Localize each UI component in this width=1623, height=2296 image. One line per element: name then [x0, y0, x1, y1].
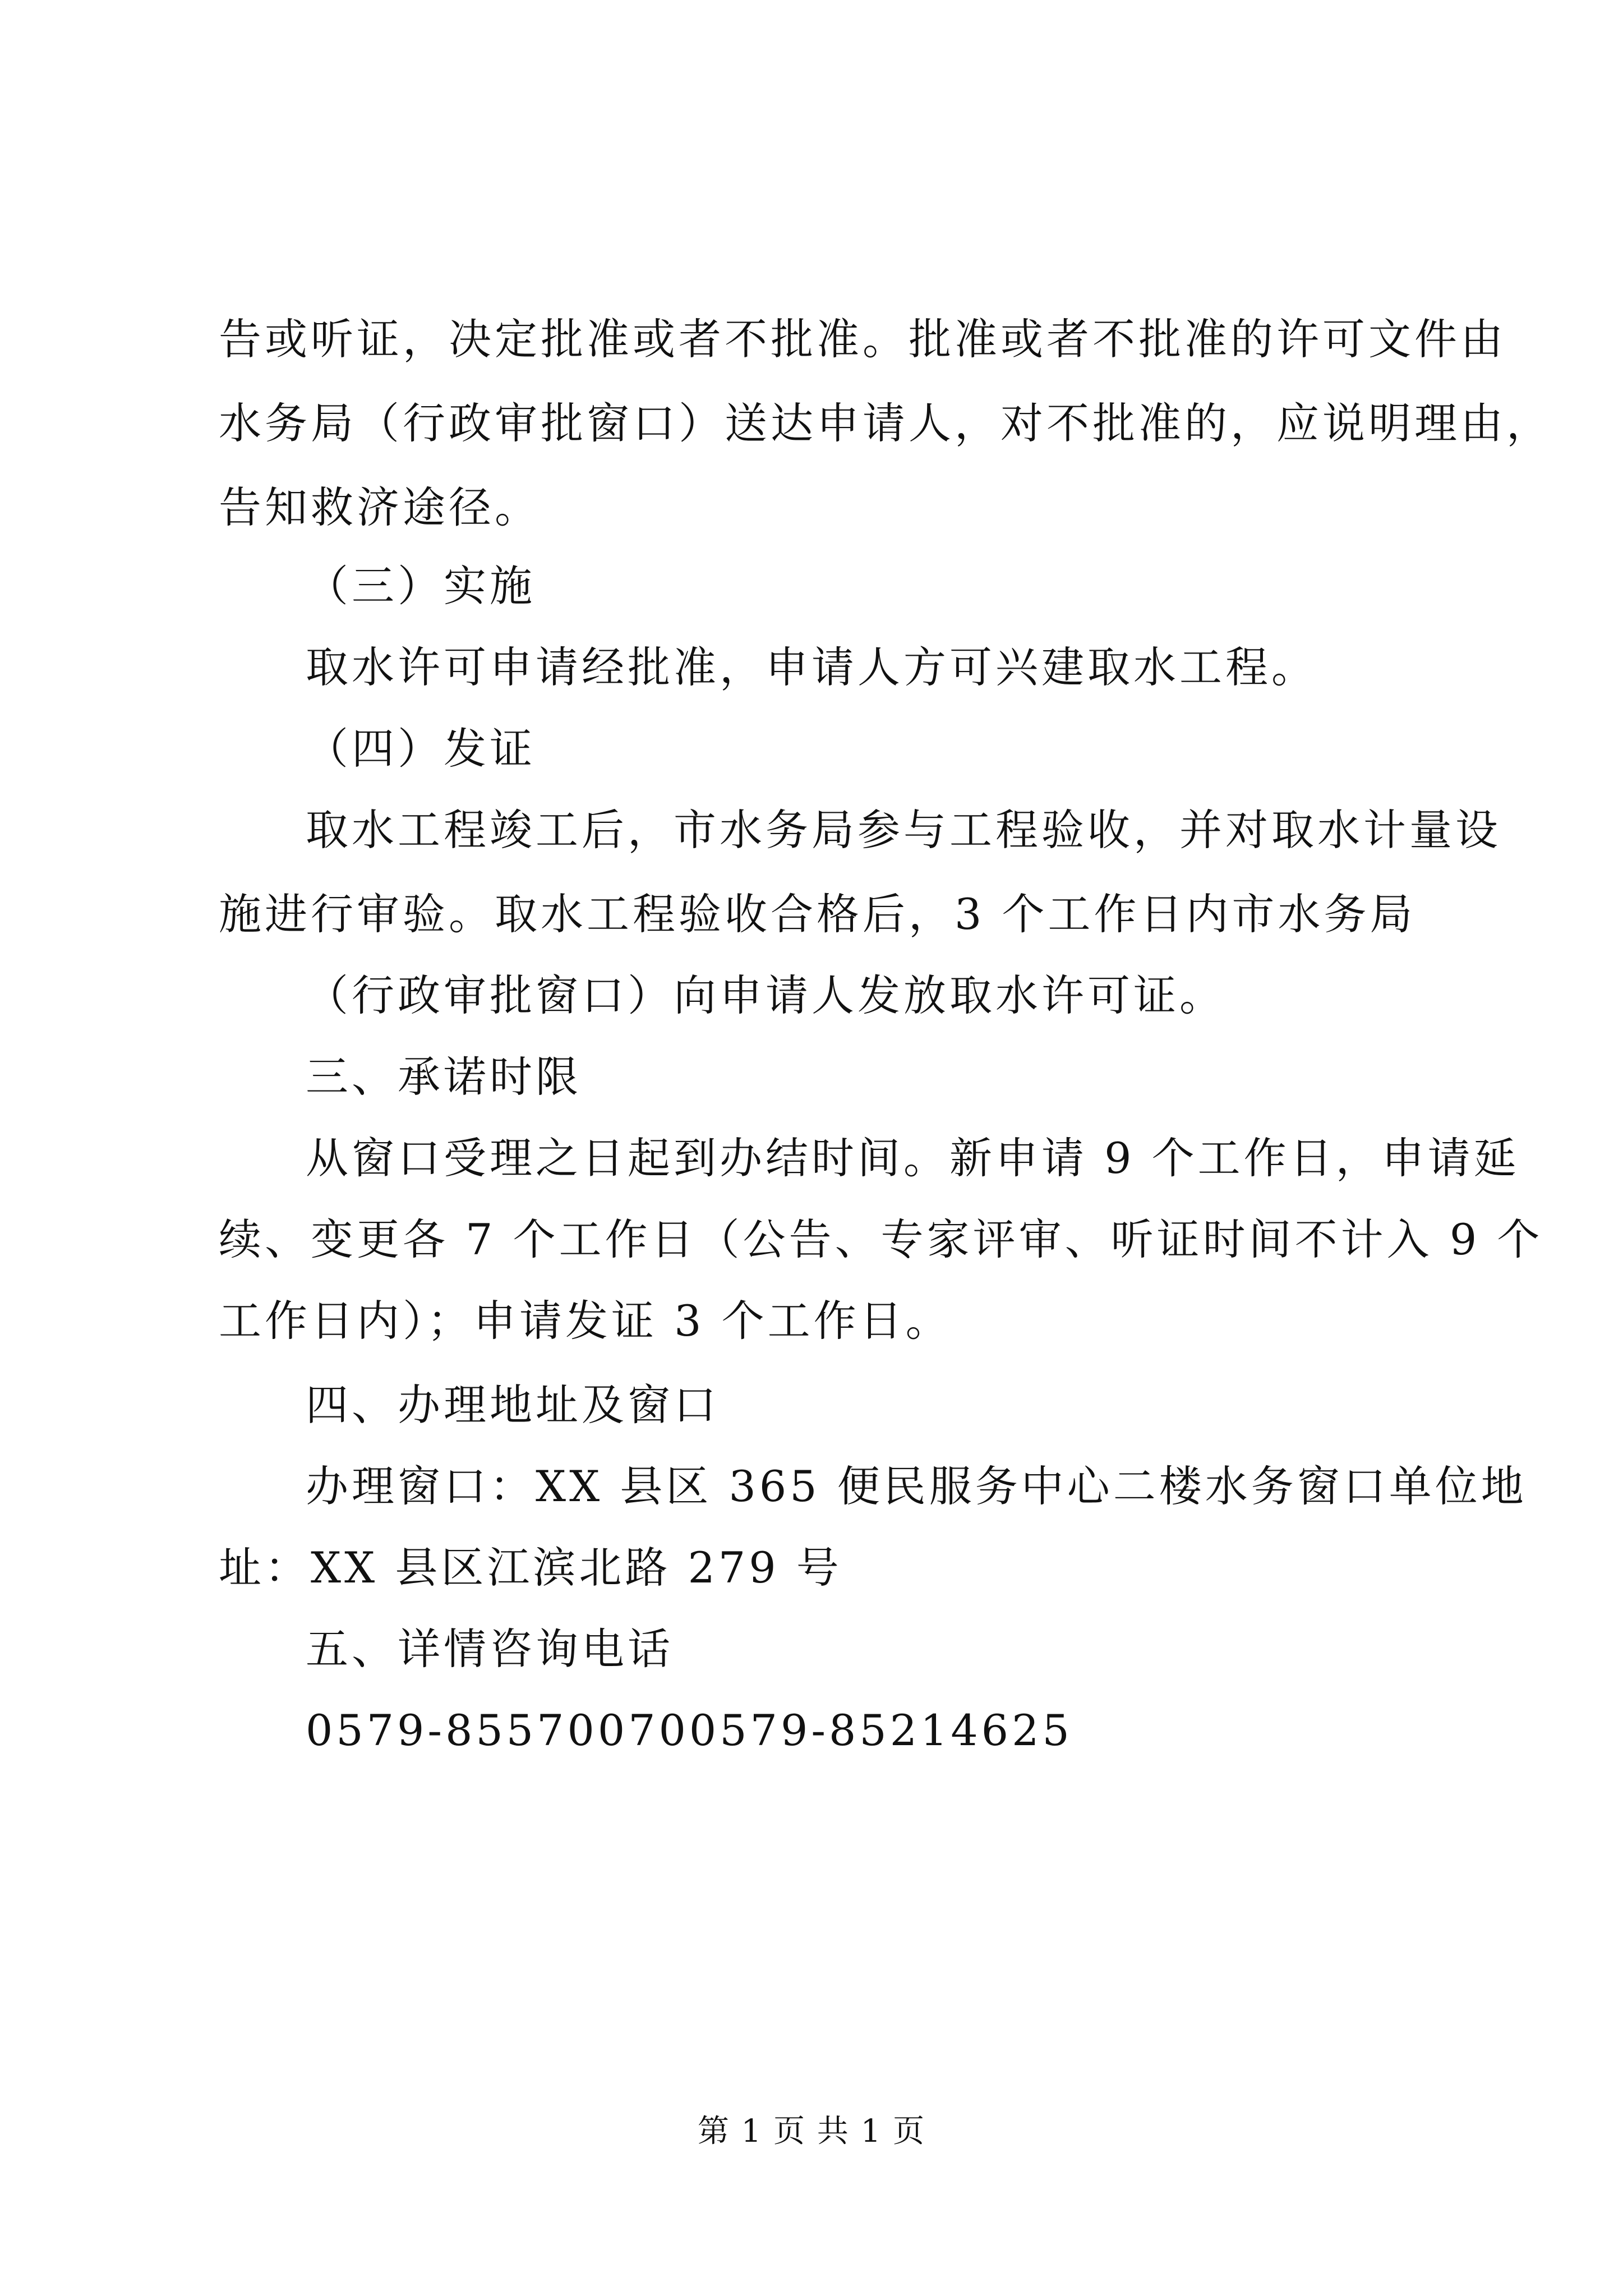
paragraph-line-3: 告知救济途径。: [219, 482, 541, 532]
section-heading-address: 四、办理地址及窗口: [306, 1380, 720, 1430]
paragraph-line-16: 址：XX 县区江滨北路 279 号: [219, 1543, 842, 1593]
page-footer: 第 1 页 共 1 页: [697, 2113, 926, 2150]
paragraph-line-15: 办理窗口：XX 县区 365 便民服务中心二楼水务窗口单位地: [306, 1461, 1527, 1511]
section-heading-implementation: （三）实施: [306, 561, 536, 611]
section-heading-phone: 五、详情咨询电话: [306, 1624, 674, 1674]
paragraph-line-2: 水务局（行政审批窗口）送达申请人，对不批准的，应说明理由，: [219, 398, 1552, 448]
section-heading-issue-certificate: （四）发证: [306, 724, 536, 774]
paragraph-line-11: 从窗口受理之日起到办结时间。新申请 9 个工作日，申请延: [306, 1133, 1520, 1183]
paragraph-line-5: 取水许可申请经批准，申请人方可兴建取水工程。: [306, 642, 1317, 692]
paragraph-line-1: 告或听证，决定批准或者不批准。批准或者不批准的许可文件由: [219, 314, 1506, 364]
paragraph-line-13: 工作日内）；申请发证 3 个工作日。: [219, 1296, 952, 1346]
section-heading-time-limit: 三、承诺时限: [306, 1052, 582, 1102]
paragraph-line-12: 续、变更各 7 个工作日（公告、专家评审、听证时间不计入 9 个: [219, 1214, 1543, 1264]
paragraph-line-7: 取水工程竣工后，市水务局参与工程验收，并对取水计量设: [306, 805, 1501, 855]
paragraph-line-9: （行政审批窗口）向申请人发放取水许可证。: [306, 970, 1225, 1020]
paragraph-line-8: 施进行审验。取水工程验收合格后，3 个工作日内市水务局: [219, 889, 1416, 939]
phone-numbers: 0579-855700700579-85214625: [306, 1705, 1073, 1755]
